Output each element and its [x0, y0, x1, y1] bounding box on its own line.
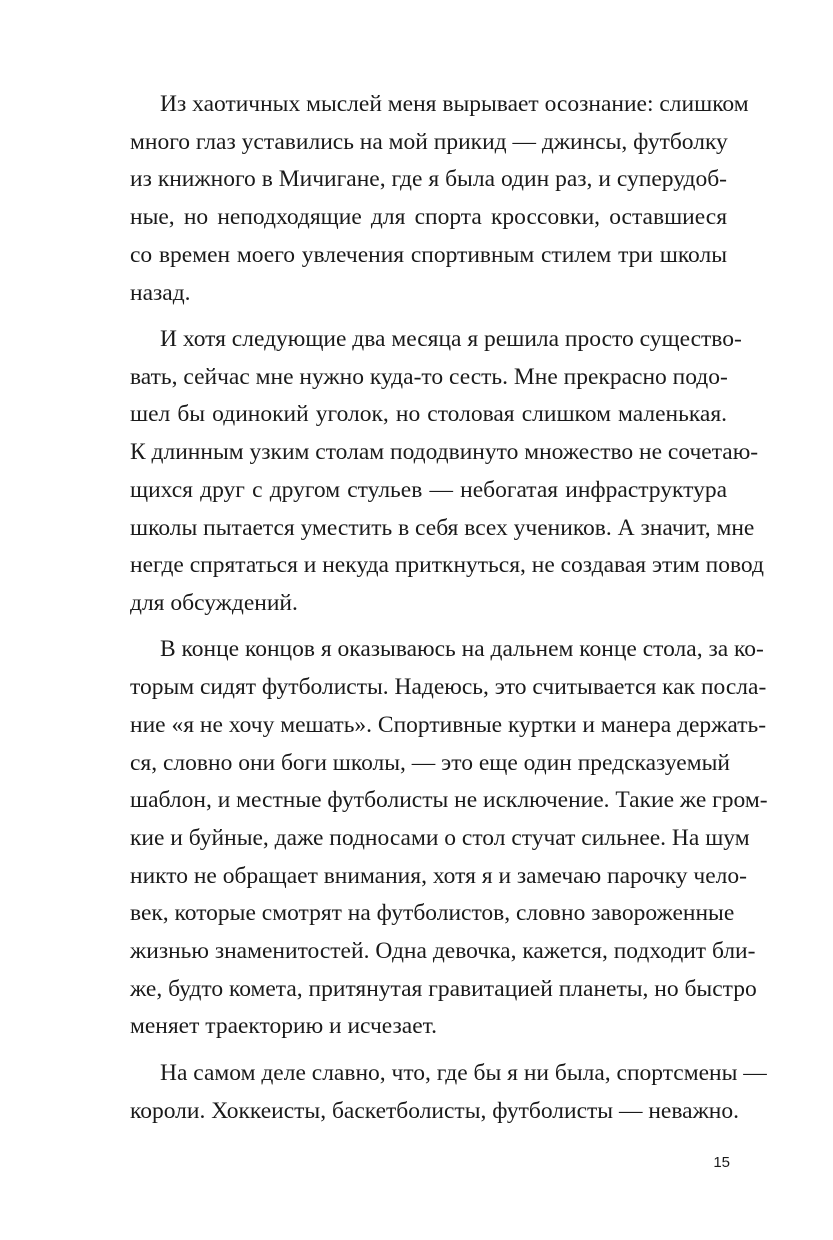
text-line: жизнью знаменитостей. Одна девочка, кажется, подходит бли-: [130, 938, 756, 965]
text-line: кие и буйные, даже подносами о стол стучат сильнее. На шум: [130, 824, 750, 851]
paragraph-1: [130, 86, 749, 312]
text-line: для обсуждений.: [130, 589, 298, 616]
text-line: никто не обращает внимания, хотя я и замечаю парочку чело-: [130, 862, 747, 889]
text-line: век, которые смотрят на футболистов, словно завороженные: [130, 900, 735, 927]
text-line: же, будто комета, притянутая гравитацией планеты, но быстро: [130, 975, 757, 1002]
text-line: щихся друг с другом стульев — небогатая инфраструктура: [130, 476, 727, 503]
text-line: шаблон, и местные футболисты не исключение. Такие же гром-: [130, 787, 768, 814]
text-line: со времен моего увлечения спортивным стилем три школы: [130, 241, 727, 268]
text-line: На самом деле славно, что, где бы я ни была, спортсмены —: [160, 1059, 767, 1086]
text-line: короли. Хоккеисты, баскетболисты, футболисты — неважно.: [130, 1097, 740, 1124]
text-line: вать, сейчас мне нужно куда-то сесть. Мне прекрасно подо-: [130, 363, 728, 390]
text-line: ние «я не хочу мешать». Спортивные куртки и манера держать-: [130, 711, 767, 738]
text-line: шел бы одинокий уголок, но столовая слишком маленькая.: [130, 401, 727, 428]
paragraph-2: [130, 321, 764, 623]
paragraph-3: [130, 631, 768, 1046]
body-text: [130, 86, 768, 1130]
text-line: меняет траекторию и исчезает.: [130, 1013, 438, 1040]
text-line: школы пытается уместить в себя всех учеников. А значит, мне: [130, 514, 755, 541]
text-line: негде спрятаться и некуда приткнуться, не создавая этим повод: [130, 552, 764, 579]
text-line: ные, но неподходящие для спорта кроссовки, оставшиеся: [130, 204, 727, 231]
text-line: много глаз уставились на мой прикид — джинсы, футболку: [130, 128, 728, 155]
text-line: торым сидят футболисты. Надеюсь, это считывается как посла-: [130, 674, 767, 701]
page-number: 15: [713, 1154, 730, 1171]
text-line: И хотя следующие два месяца я решила просто существо-: [160, 326, 742, 353]
text-line: В конце концов я оказываюсь на дальнем конце стола, за ко-: [160, 636, 764, 663]
text-line: ся, словно они боги школы, — это еще один предсказуемый: [130, 749, 730, 776]
text-line: назад.: [130, 279, 191, 306]
text-line: К длинным узким столам пододвинуто множество не сочетаю-: [130, 439, 759, 466]
paragraph-4: [130, 1055, 767, 1130]
text-line: Из хаотичных мыслей меня вырывает осознание: слишком: [160, 91, 749, 117]
text-line: из книжного в Мичигане, где я была один раз, и суперудоб-: [130, 166, 727, 193]
